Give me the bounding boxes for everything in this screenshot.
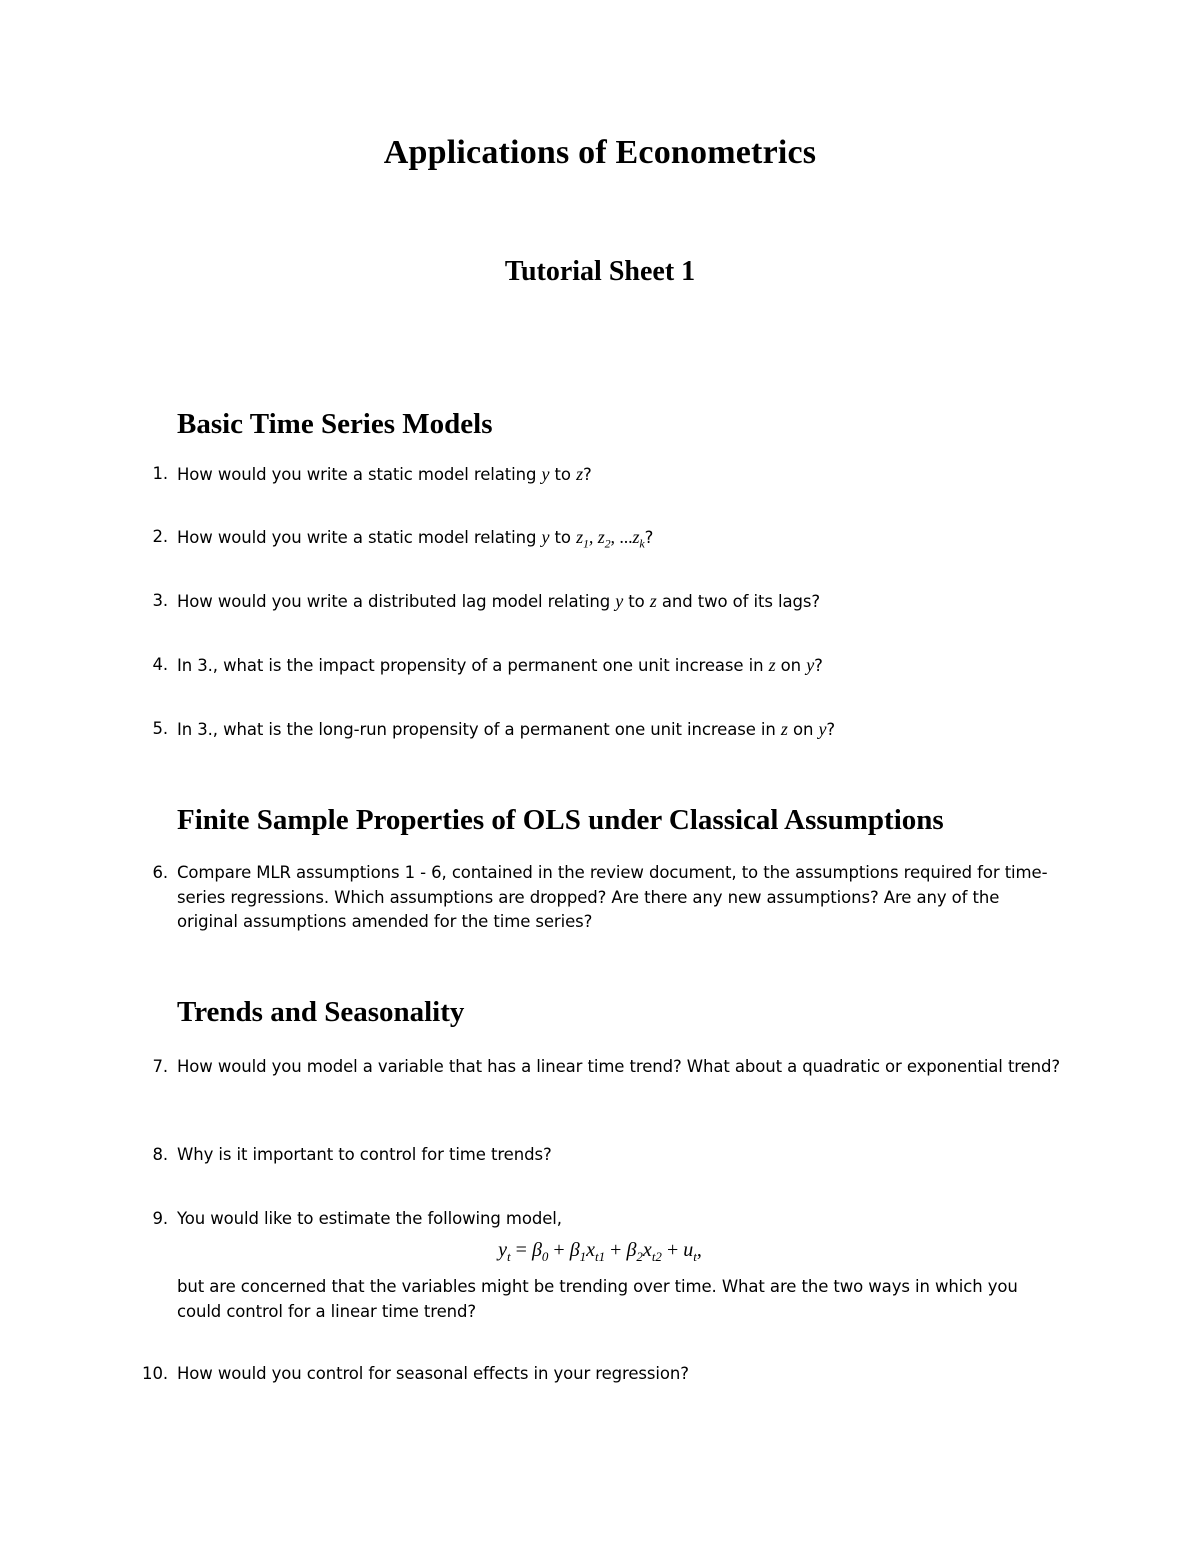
question-number: 5.: [152, 719, 168, 738]
question-text: You would like to estimate the following model,: [177, 1209, 562, 1228]
question-number: 4.: [152, 655, 168, 674]
section-heading-trends-seasonality: Trends and Seasonality: [177, 996, 465, 1028]
question-number: 9.: [152, 1209, 168, 1228]
question-text: but are concerned that the variables might be trending over time. What are the two ways in which you could control for a linear time trend?: [177, 1277, 1018, 1321]
section-heading-finite-sample: Finite Sample Properties of OLS under Classical Assumptions: [177, 804, 944, 836]
question-text: How would you write a static model relating y to z?: [177, 464, 592, 484]
question-text: How would you write a static model relating y to $z_1$, $z_2$, $...z_k$?: [177, 527, 654, 551]
question-number: 3.: [152, 591, 168, 610]
question-number: 8.: [152, 1145, 168, 1164]
question-text: Why is it important to control for time trends?: [177, 1145, 552, 1164]
question-number: 6.: [152, 863, 168, 882]
question-text: In 3., what is the long-run propensity of a permanent one unit increase in z on y?: [177, 719, 836, 739]
question-text: How would you model a variable that has a linear time trend? What about a quadratic or exponential trend?: [177, 1057, 1061, 1076]
document-title: Applications of Econometrics: [383, 134, 817, 171]
question-number: 2.: [152, 527, 168, 546]
regression-equation: $y_t = \beta_0 + \beta_1x_{t1} + \beta_2x_{t2} + u_t$,: [498, 1239, 702, 1264]
question-text: Compare MLR assumptions 1 - 6, contained in the review document, to the assumptions required for time-series regressions. Which assumptions are dropped? Are there any new assumptions? Are any of the original assumptions amended for the time series?: [177, 863, 1048, 931]
z-variable-list: $z_1$, $z_2$, $...z_k$: [576, 527, 645, 551]
question-number: 10.: [142, 1364, 168, 1383]
question-text: How would you write a distributed lag model relating y to z and two of its lags?: [177, 591, 821, 611]
question-text: In 3., what is the impact propensity of a permanent one unit increase in z on y?: [177, 655, 823, 675]
question-number: 1.: [152, 464, 168, 483]
section-heading-basic-time-series: Basic Time Series Models: [177, 408, 493, 440]
document-subtitle: Tutorial Sheet 1: [504, 256, 696, 287]
question-number: 7.: [152, 1057, 168, 1076]
question-text: How would you control for seasonal effects in your regression?: [177, 1364, 689, 1383]
